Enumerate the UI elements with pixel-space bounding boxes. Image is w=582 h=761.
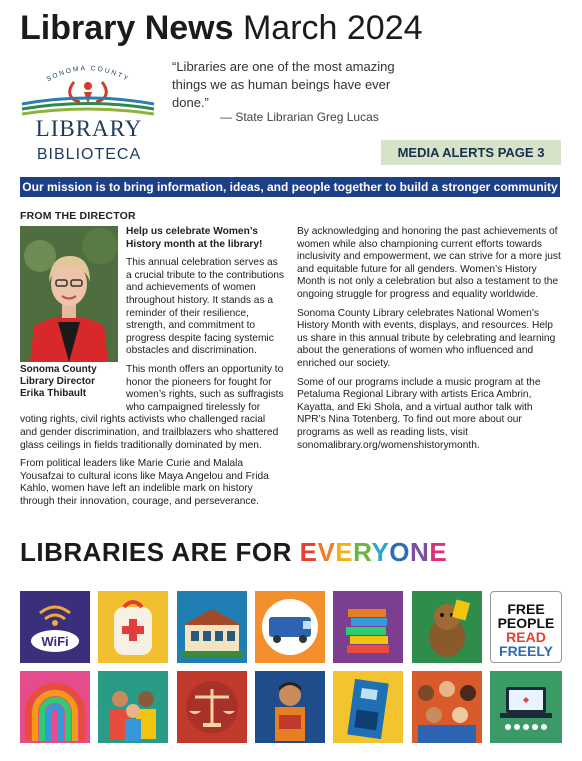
banner-letter: E: [429, 537, 448, 567]
logo-biblioteca-text: BIBLIOTECA: [36, 146, 142, 163]
library-building-icon: [177, 591, 247, 663]
everyone-banner: [20, 537, 447, 568]
community-people-icon: [98, 671, 168, 743]
first-aid-backpack-icon: [98, 591, 168, 663]
caption-line2: Library Director: [20, 376, 96, 387]
banner-everyone: [300, 537, 448, 567]
banner-prefix: LIBRARIES ARE FOR: [20, 537, 300, 567]
article-paragraph-1: This annual celebration serves as a crucial tribute to the contributions and achievements of women throughout history. It stands as a reminder of their resilience, strength, and commitment to progress despite facing systemic obstacles and discrimination.: [126, 257, 284, 357]
article-column-2: [297, 226, 561, 458]
book-stack-icon: [333, 591, 403, 663]
logo-county-text: SONOMA COUNTY: [45, 65, 131, 84]
banner-letter: Y: [371, 537, 390, 567]
reading-otter-icon: [412, 591, 482, 663]
photo-spacer: [20, 226, 126, 402]
banner-letter: E: [299, 537, 318, 567]
banner-letter: N: [410, 537, 430, 567]
bookmobile-icon: [255, 591, 325, 663]
free-line3: READ: [506, 629, 546, 645]
title-bold: Library News: [20, 9, 234, 47]
free-line4: FREELY: [499, 643, 553, 659]
article-column-1: [20, 226, 284, 507]
article-paragraph-6: Some of our programs include a music program at the Petaluma Regional Library with artists Erica Ambrin, Kayatta, and Eki Shola, and a virtual author talk with NPR’s Nina Totenberg. To find out more about our programs as well as reading lists, visit sonomalibrary.org/womenshistorymonth.: [297, 376, 541, 451]
quote-text: “Libraries are one of the most amazing things we as human beings have ever done.”: [172, 59, 395, 110]
rainbow-icon: [20, 671, 90, 743]
article-paragraph-3: From political leaders like Marie Curie and Malala Yousafzai to cultural icons like Maya Angelou and Frida Kahlo, women have left an indelible mark on history through their innovation, courage, and perseverance.: [20, 458, 269, 507]
banner-letter: V: [317, 537, 336, 567]
free-line2: PEOPLE: [497, 615, 555, 631]
banner-letter: O: [389, 537, 411, 567]
free-people-read-freely-icon: [490, 591, 562, 663]
wifi-icon: [20, 591, 90, 663]
crowd-icon: [412, 671, 482, 743]
article-paragraph-4: By acknowledging and honoring the past achievements of women while also championing current efforts towards inclusivity and empowerment, we can strive for a more just and equitable future for all genders. Women’s History Month is not only a celebration but also a testament to the ongoing struggle for progress and equality worldwide.: [297, 226, 561, 300]
student-reading-icon: [255, 671, 325, 743]
mission-banner: Our mission is to bring information, ideas, and people together to build a stronger community: [20, 177, 560, 197]
article-paragraph-2: This month offers an opportunity to honor the pioneers for fought for women’s rights, such as suffragists who campaigned tirelessly for voting rights, civil rights activists who challenged racial and gender discrimination, and trailblazers who shattered glass ceilings in fields traditionally dominated by men.: [20, 363, 284, 451]
caption-line1: Sonoma County: [20, 364, 97, 375]
free-line1: FREE: [507, 601, 545, 617]
article-lead: Help us celebrate Women’s History month at the library!: [126, 226, 263, 250]
article-paragraph-5: Sonoma County Library celebrates National Women’s History Month with events, displays, and resources. Help us share in this annual tribute by celebrating and learning about the generations of women who influenced and enriched our society.: [297, 307, 556, 369]
library-kiosk-icon: [333, 671, 403, 743]
logo-library-text: LIBRARY: [35, 116, 143, 141]
title-month: March 2024: [242, 9, 423, 47]
section-label: FROM THE DIRECTOR: [20, 210, 136, 222]
laptop-social-icon: [490, 671, 562, 743]
scales-of-justice-icon: [177, 671, 247, 743]
banner-letter: R: [353, 537, 372, 567]
quote-attribution: — State Librarian Greg Lucas: [220, 110, 379, 124]
newsletter-title: [20, 8, 423, 48]
library-logo: [18, 56, 158, 166]
wifi-label: WiFi: [41, 634, 69, 649]
banner-letter: E: [335, 537, 354, 567]
media-alerts-badge: MEDIA ALERTS PAGE 3: [381, 140, 561, 165]
logo-figure-icon: [18, 74, 158, 118]
caption-line3: Erika Thibault: [20, 388, 87, 399]
